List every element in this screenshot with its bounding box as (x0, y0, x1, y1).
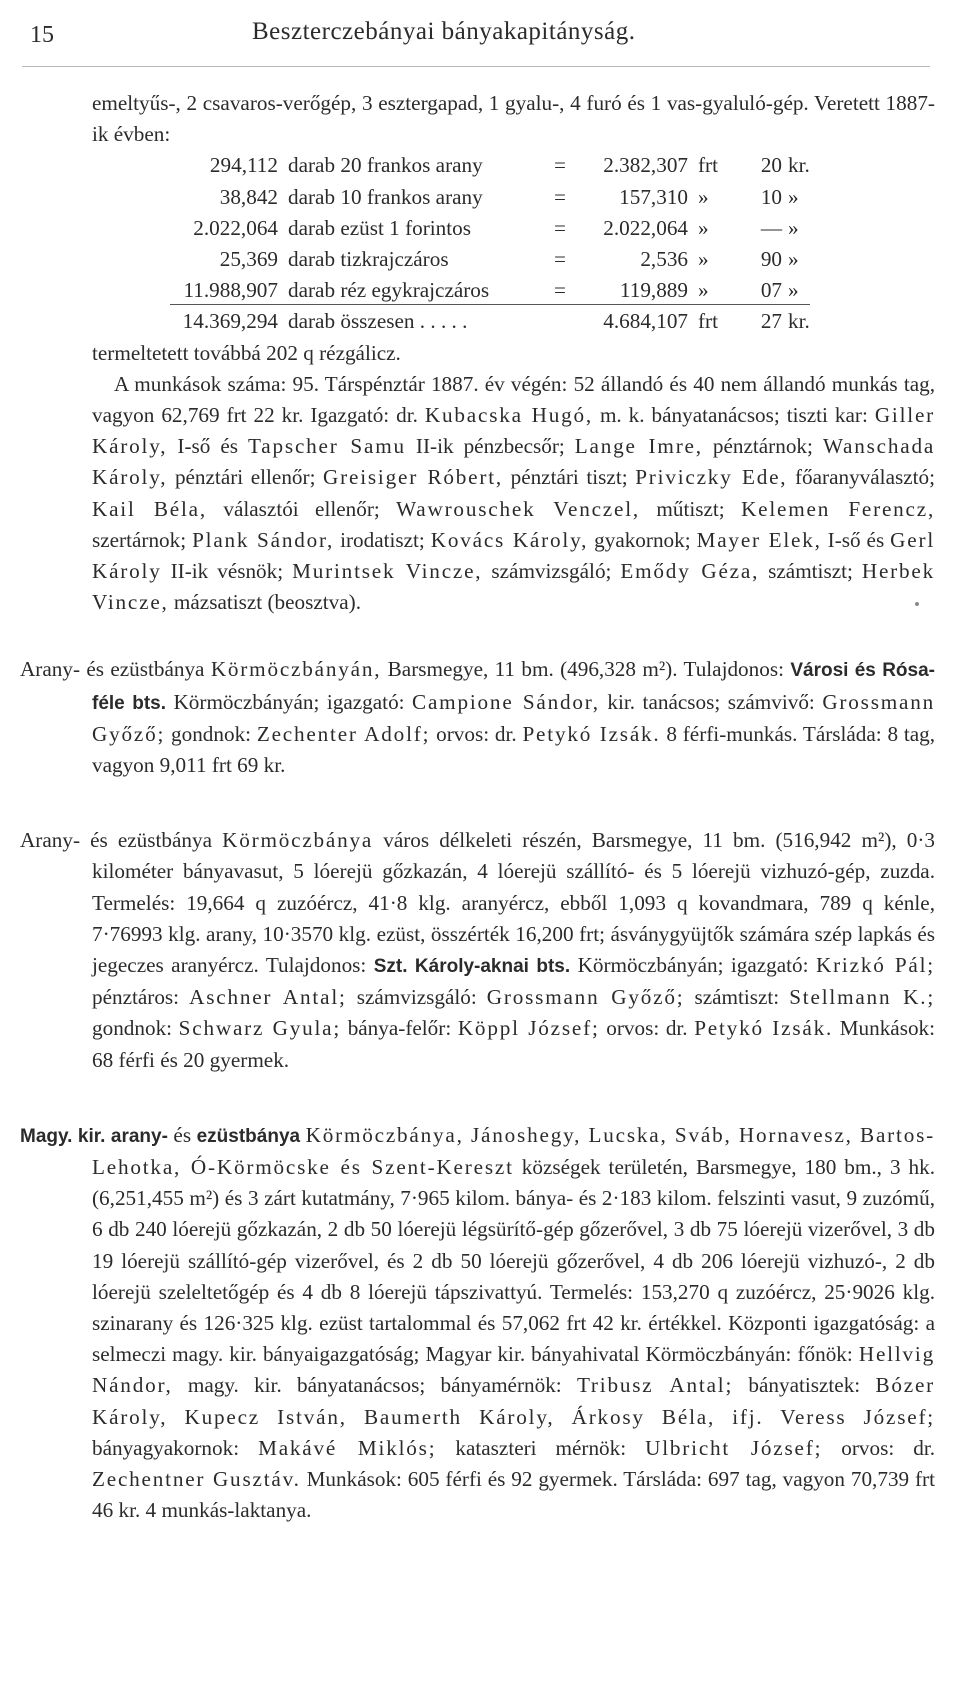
text-span: szertárnok; (92, 527, 187, 552)
coin-eq: = (554, 278, 566, 303)
person-names: Bózer Károly, Kupecz István, Baumerth Károly, Árkosy Béla, ifj. Veress József; (92, 1373, 936, 1429)
coin-qty: 25,369 (219, 246, 278, 271)
coin-kr: 20 (760, 153, 782, 178)
person-name: Giller Károly, (92, 402, 936, 459)
entry-lead: Magy. kir. arany- (20, 1125, 168, 1147)
text-span: számtiszt: (694, 985, 780, 1010)
text-span: Munkások: 68 férfi és 20 gyermek. (92, 1016, 936, 1072)
coin-row (178, 182, 960, 213)
coin-value: 2.382,307 (603, 153, 688, 178)
coin-desc: darab tizkrajczáros (288, 246, 449, 271)
person-name: Krizkó Pál; (815, 952, 935, 977)
coin-kr-unit: » (788, 215, 799, 240)
intro-text: emeltyűs-, 2 csavaros-verőgép, 3 esztergapad, 1 gyalu-, 4 furó és 1 vas-gyaluló-gép. Veretett 1887-ik évben: (92, 91, 935, 147)
total-kr-unit: kr. (788, 309, 810, 334)
person-name: Wanschada Károly, (92, 434, 936, 490)
coin-unit: » (698, 278, 709, 303)
coin-qty: 38,842 (219, 184, 278, 209)
person-name: Kelemen Ferencz, (741, 496, 936, 521)
coin-desc: darab ezüst 1 forintos (288, 215, 471, 240)
person-name: Wawrouschek Venczel, (396, 496, 640, 521)
coin-unit: frt (698, 153, 718, 178)
coin-eq: = (554, 246, 566, 271)
person-name: Zechenter Adolf; (256, 721, 431, 746)
coin-kr: — (760, 215, 782, 240)
coin-kr-unit: » (788, 184, 799, 209)
entry-lead: ezüstbánya (196, 1125, 301, 1147)
coin-unit: » (698, 215, 709, 240)
entry-lead: Arany- és ezüstbánya (20, 828, 212, 853)
person-name: Grossmann Győző; (92, 689, 936, 746)
person-name: Grossmann Győző; (486, 985, 685, 1010)
owner-name: Városi és Rósa-féle bts. (92, 660, 935, 714)
spacer (0, 618, 960, 654)
coin-table (178, 150, 960, 337)
text-span: és (173, 1122, 192, 1147)
text-span: irodatiszt; (340, 527, 425, 552)
header-rule (22, 66, 930, 67)
text-span: I-ső és (177, 434, 239, 459)
total-unit: frt (698, 309, 718, 334)
spacer (0, 1076, 960, 1120)
ink-speck (915, 602, 919, 606)
total-desc: darab összesen . . . . . (288, 309, 468, 334)
person-name: Kubacska Hugó, (424, 402, 593, 427)
person-name: Petykó Izsák. (694, 1016, 834, 1041)
text-span: orvos: dr. (606, 1016, 688, 1041)
person-name: Schwarz Gyula; (178, 1016, 342, 1041)
coin-row (178, 244, 960, 275)
person-name: Mayer Elek, (696, 527, 822, 552)
person-name: Tapscher Samu (248, 434, 406, 459)
total-kr: 27 (760, 309, 782, 334)
person-name: Greisiger Róbert, (323, 465, 504, 490)
coin-eq: = (554, 215, 566, 240)
text-span: bánya-felőr: (347, 1016, 452, 1041)
text-span: számtiszt; (768, 558, 853, 583)
text-span: választói ellenőr; (223, 496, 380, 521)
text-span: községek területén, Barsmegye, 180 bm., 3 hk. (6,251,455 m²) és 3 zárt kutatmány, 7·965 kilom. bánya- és 2·183 kilom. felszinti vasut, 9 zuzómű, 6 db 240 lóerejü gőzkazán, 2 db 50 lóerejü légsürítő-gép gőzerővel, 3 db 75 lóerejü vizerővel, 3 db 19 lóerejü szállító-gép vizerővel, és 2 db 50 lóerejü gőzerővel, 4 db 206 lóerejü vizhuzó-, 2 db lóerejü szeleltetőgép és 4 db 8 lóerejü tápszivattyú. Termelés: 153,270 q zuzóércz, 25·9026 klg. szinarany és 126·325 klg. ezüst tartalommal és 57,062 frt 42 kr. értékkel. Központi igazgatóság: a selmeczi magy. kir. bányaigazgatóság; Magyar kir. bányahivatal Körmöczbányán: főnök: (92, 1155, 935, 1367)
person-name: Ulbricht József; (645, 1435, 823, 1460)
coin-row (178, 150, 960, 181)
text-span: gondnok: (171, 721, 252, 746)
coin-kr: 07 (760, 278, 782, 303)
total-value: 4.684,107 (603, 309, 688, 334)
text-span: I-ső és (827, 527, 885, 552)
text-span: 8 férfi-munkás. Társláda: 8 tag, vagyon 9,011 frt 69 kr. (92, 721, 936, 777)
text-span: kir. tanácsos; számvivő: (607, 689, 815, 714)
person-name: Priviczky Ede, (635, 465, 788, 490)
text-span: A munkások száma: 95. Társpénztár 1887. év végén: 52 állandó és 40 nem állandó munkás tag, vagyon 62,769 frt 22 kr. Igazgató: dr. (92, 371, 935, 427)
place-name: Körmöczbánya (222, 828, 374, 853)
coin-qty: 2.022,064 (193, 215, 278, 240)
person-name: Lange Imre, (574, 434, 703, 459)
coin-kr-unit: kr. (788, 153, 810, 178)
coin-desc: darab 10 frankos arany (288, 184, 483, 209)
text-span: főaranyválasztó; (794, 465, 935, 490)
place-name: Körmöczbányán, (210, 657, 382, 682)
text-span: gyakornok; (594, 527, 691, 552)
total-qty: 14.369,294 (182, 309, 278, 334)
text-span: pénztári ellenőr; (174, 465, 316, 490)
coin-value: 157,310 (619, 184, 688, 209)
text-span: orvos: dr. (436, 721, 517, 746)
text-span: város délkeleti részén, Barsmegye, 11 bm. (516,942 m²), 0·3 kilométer bányavasut, 5 lóerejü gőzkazán, 4 lóerejü szállító- és 5 lóerejü vizhuzó-gép, zuzda. Termelés: 19,664 q zuzóércz, 41·8 klg. aranyércz, ebből 1,093 q kovandmara, 789 q kénle, 7·76993 klg. arany, 10·3570 klg. ezüst, összérték 16,200 frt; ásványgyüjtők számára szép lapkás és jegeczes aranyércz. Tulajdonos: (92, 828, 936, 977)
text-span: számvizsgáló; (491, 558, 612, 583)
coin-row (178, 275, 960, 306)
person-name: Kovács Károly, (430, 527, 589, 552)
entry-lead: Arany- és ezüstbánya (20, 657, 205, 682)
text-span: pénztári tiszt; (510, 465, 628, 490)
text-span: bányatisztek: (748, 1373, 861, 1398)
coin-kr-unit: » (788, 246, 799, 271)
person-name: Stellmann K.; (789, 985, 936, 1010)
text-span: bányagyakornok: (92, 1435, 240, 1460)
person-name: Herbek Vincze, (92, 558, 935, 615)
text-span: Tulajdonos: (683, 657, 784, 682)
coin-kr: 90 (760, 246, 782, 271)
coin-total-row (178, 306, 960, 337)
place-names: Körmöczbánya, Jánoshegy, Lucska, Sváb, Hornavesz, Bartos-Lehotka, Ó-Körmöcske és Szent-Kereszt (92, 1122, 936, 1179)
owner-name: Szt. Károly-aknai bts. (373, 955, 571, 977)
person-name: Emődy Géza, (620, 558, 760, 583)
person-name: Tribusz Antal; (576, 1373, 734, 1398)
mine-entry-1 (0, 654, 960, 781)
text-span: magy. kir. bányatanácsos; bányamérnök: (187, 1373, 562, 1398)
text-span: gondnok: (92, 1016, 173, 1041)
text-span: Körmöczbányán; igazgató: (173, 689, 405, 714)
text-span: orvos: dr. (841, 1435, 935, 1460)
staff-paragraph (0, 338, 960, 619)
text-span: pénztárnok; (712, 434, 813, 459)
page-number: 15 (30, 22, 54, 48)
mine-entry-3 (0, 1120, 960, 1527)
person-name: Kail Béla, (92, 496, 207, 521)
person-name: Plank Sándor, (192, 527, 335, 552)
text-span: termeltetett továbbá 202 q rézgálicz. (92, 340, 401, 365)
text-span: II-ik pénzbecsőr; (415, 434, 565, 459)
running-head: Beszterczebányai bányakapitányság. (252, 18, 636, 45)
page-header (30, 18, 930, 58)
person-name: Petykó Izsák. (522, 721, 661, 746)
coin-value: 2,536 (640, 246, 688, 271)
text-span: kataszteri mérnök: (455, 1435, 627, 1460)
coin-kr-unit: » (788, 278, 799, 303)
coin-eq: = (554, 184, 566, 209)
text-span: mázsatiszt (beosztva). (173, 590, 361, 615)
coin-qty: 11.988,907 (183, 278, 278, 303)
coin-desc: darab 20 frankos arany (288, 153, 483, 178)
text-span: m. k. bányatanácsos; tiszti kar: (599, 402, 868, 427)
mine-entry-2 (0, 825, 960, 1076)
coin-eq: = (554, 153, 566, 178)
spacer (0, 781, 960, 825)
text-span: műtiszt; (656, 496, 725, 521)
coin-value: 2.022,064 (603, 215, 688, 240)
coin-row (178, 213, 960, 244)
coin-unit: » (698, 246, 709, 271)
person-name: Zechentner Gusztáv. (92, 1467, 301, 1492)
text-span: Munkások: 605 férfi és 92 gyermek. Társláda: 697 tag, vagyon 70,739 frt 46 kr. 4 munkás-laktanya. (92, 1467, 935, 1523)
text-span: Körmöczbányán; igazgató: (577, 952, 809, 977)
person-name: Hellvig Nándor, (92, 1342, 935, 1398)
text-span: II-ik vésnök; (170, 558, 284, 583)
person-name: Aschner Antal; (189, 985, 347, 1010)
intro-paragraph (0, 88, 960, 150)
person-name: Campione Sándor, (412, 689, 600, 714)
coin-unit: » (698, 184, 709, 209)
coin-qty: 294,112 (209, 153, 278, 178)
coin-desc: darab réz egykrajczáros (288, 278, 490, 303)
text-span: Barsmegye, 11 bm. (496,328 m²). (387, 657, 678, 682)
text-span: pénztáros: (92, 985, 180, 1010)
page-body (0, 88, 960, 1526)
person-name: Köppl József; (457, 1016, 600, 1041)
coin-value: 119,889 (619, 278, 688, 303)
person-name: Gerl Károly (92, 527, 936, 583)
text-span: számvizsgáló: (356, 985, 477, 1010)
coin-kr: 10 (760, 184, 782, 209)
person-name: Makávé Miklós; (258, 1435, 437, 1460)
person-name: Murintsek Vincze, (292, 558, 483, 583)
